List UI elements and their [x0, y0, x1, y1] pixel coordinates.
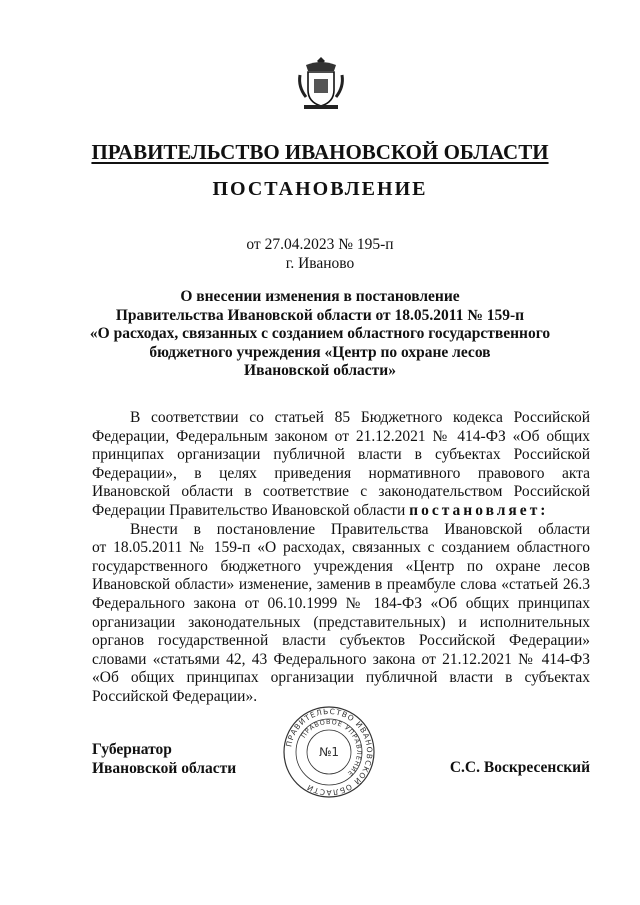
body-line: Федерального закона от 06.10.1999 № 184-ФЗ «Об общих принципах — [92, 594, 590, 612]
document-body — [92, 409, 590, 707]
body-line: В соответствии со статьей 85 Бюджетного кодекса Российской — [130, 409, 590, 426]
heading-line: «О расходах, связанных с созданием областного государственного — [89, 325, 551, 342]
position-line: Ивановской области — [92, 760, 237, 777]
body-line: государственного бюджетного учреждения «Центр по охране лесов — [92, 557, 590, 575]
coat-of-arms-emblem — [296, 55, 346, 118]
body-line: органов государственной власти субъектов Российской Федерации» — [92, 632, 590, 650]
document-heading — [0, 288, 640, 381]
body-line: Внести в постановление Правительства Ивановской области — [130, 520, 590, 538]
stamp-outer-text: ПРАВИТЕЛЬСТВО ИВАНОВСКОЙ ОБЛАСТИ — [284, 706, 375, 798]
stamp-number: №1 — [318, 745, 340, 759]
body-line: словами «статьями 42, 43 Федерального закона от 21.12.2021 № 414-ФЗ — [92, 650, 590, 668]
body-line: принципах организации публичной власти в субъектах Российской — [92, 446, 590, 464]
body-line: Ивановской области в соответствие с законодательством Российской — [92, 483, 590, 501]
body-line: Федерации», в целях приведения нормативного правового акта — [92, 464, 590, 482]
official-stamp — [282, 705, 376, 804]
stamp-inner-text: ПРАВОВОЕ УПРАВЛЕНИЕ — [299, 717, 364, 779]
signatory-position — [92, 740, 236, 778]
heading-line: Правительства Ивановской области от 18.05.2011 № 159-п — [115, 306, 525, 324]
body-line: от 18.05.2011 № 159-п «О расходах, связанных с созданием областного — [92, 539, 590, 557]
date-number: от 27.04.2023 № 195-п — [246, 236, 394, 253]
signatory-name: С.С. Воскресенский — [449, 759, 590, 776]
body-text: Федерации Правительство Ивановской области — [92, 501, 410, 519]
heading-line: Ивановской области» — [244, 362, 396, 379]
city: г. Иваново — [285, 255, 355, 272]
body-line: «Об общих принципах организации публичной власти в субъектах — [92, 669, 590, 687]
body-line: организации законодательных (представительных) и исполнительных — [92, 613, 590, 631]
body-line — [92, 502, 590, 521]
heading-line: О внесении изменения в постановление — [180, 288, 460, 305]
body-line: Российской Федерации». — [92, 687, 258, 705]
document-type: ПОСТАНОВЛЕНИЕ — [212, 178, 428, 200]
body-line: Ивановской области» изменение, заменив в преамбуле слова «статьей 26.3 — [92, 576, 590, 594]
position-line: Губернатор — [92, 741, 172, 758]
organization-title: ПРАВИТЕЛЬСТВО ИВАНОВСКОЙ ОБЛАСТИ — [91, 140, 549, 164]
heading-line: бюджетного учреждения «Центр по охране лесов — [149, 343, 491, 361]
body-line: Федерации, Федеральным законом от 21.12.2021 № 414-ФЗ «Об общих — [92, 427, 590, 445]
resolves-word: постановляет: — [409, 501, 549, 519]
